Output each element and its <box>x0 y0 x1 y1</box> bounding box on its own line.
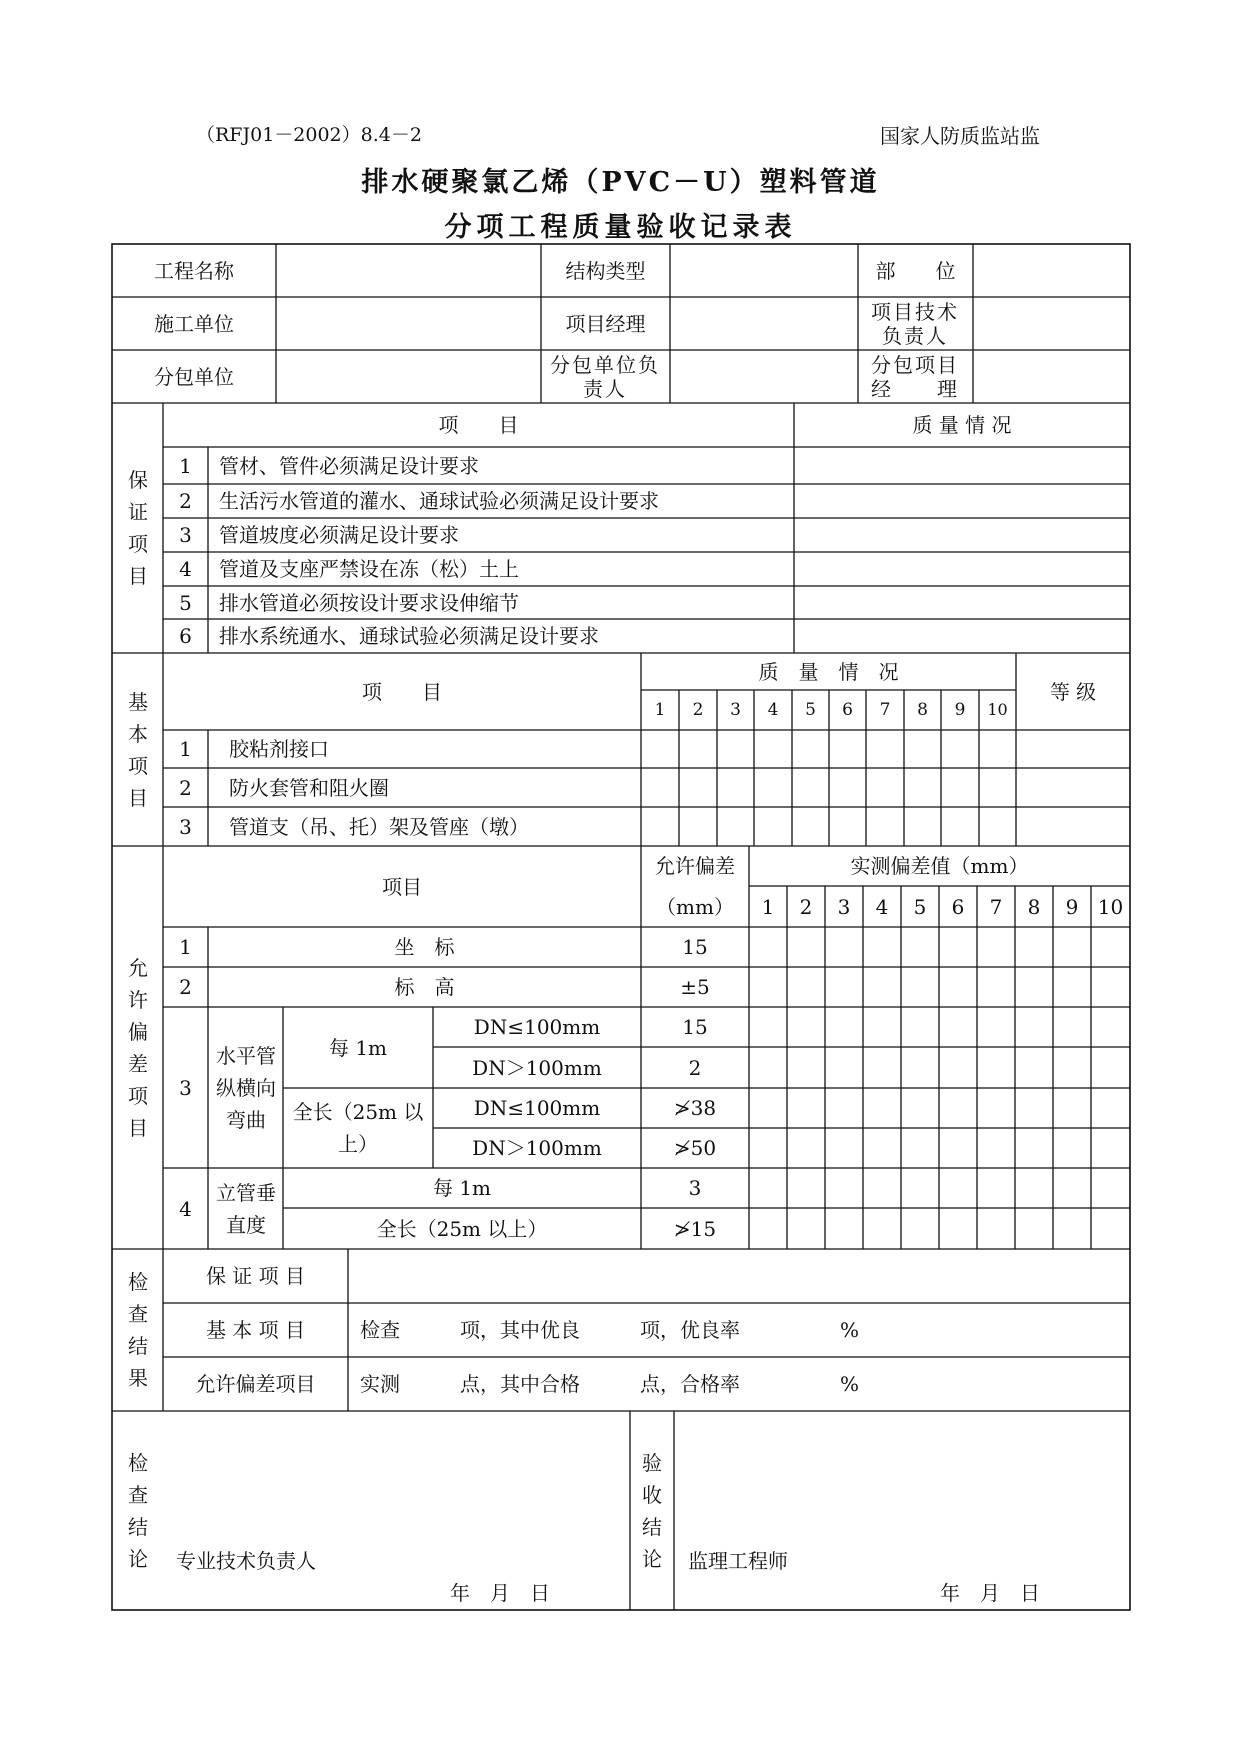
tolerance-row-value: ≯38 <box>673 1096 717 1120</box>
basic-col-num: 10 <box>987 700 1008 720</box>
basic-row-text: 管道支（吊、托）架及管座（墩） <box>229 814 529 839</box>
basic-col-num: 4 <box>767 699 779 720</box>
sub-project-manager-label: 分包项目经 理 <box>871 352 959 401</box>
tolerance-col-num: 3 <box>837 894 851 919</box>
tolerance-row-no: 1 <box>179 935 192 959</box>
tolerance-row-no: 4 <box>179 1196 192 1221</box>
tolerance-row-value: 3 <box>688 1176 702 1200</box>
check-conclusion-label: 检查结论 <box>128 1450 148 1571</box>
result-basic-label: 基 本 项 目 <box>205 1318 306 1342</box>
guarantee-row-no: 1 <box>179 453 192 478</box>
basic-col-num: 3 <box>730 699 741 720</box>
form-title: 排水硬聚氯乙烯（PVC－U）塑料管道 <box>361 167 880 198</box>
accept-signer-label: 监理工程师 <box>688 1549 788 1573</box>
guarantee-row-no: 4 <box>179 557 192 581</box>
guarantee-row-text: 管材、管件必须满足设计要求 <box>219 453 479 478</box>
tolerance-col-num: 1 <box>761 894 775 919</box>
tolerance-col-num: 9 <box>1065 894 1079 919</box>
guarantee-row-text: 生活污水管道的灌水、通球试验必须满足设计要求 <box>219 489 659 513</box>
tolerance-row-value: 15 <box>682 935 708 959</box>
result-tolerance-text: 实测 点，其中合格 点，合格率 % <box>360 1372 860 1396</box>
full-length-label: 全长（25m 以上） <box>376 1216 548 1241</box>
tolerance-col-num: 8 <box>1027 894 1041 919</box>
project-manager-label: 项目经理 <box>565 311 646 336</box>
tolerance-col-num: 4 <box>875 894 889 919</box>
result-section-label: 检查结果 <box>128 1270 148 1390</box>
issuer: 国家人防质监站监 <box>880 124 1040 148</box>
tolerance-col-num: 10 <box>1097 894 1124 919</box>
tolerance-col-num: 5 <box>913 894 927 919</box>
tolerance-row-value: ≯50 <box>673 1136 717 1160</box>
tolerance-row-no: 3 <box>179 1075 192 1100</box>
constructor-label: 施工单位 <box>154 311 234 336</box>
tolerance-col-allow: 允许偏差 <box>655 854 735 878</box>
basic-row-text: 防火套管和阻火圈 <box>229 775 389 800</box>
result-tolerance-label: 允许偏差项目 <box>195 1372 316 1396</box>
guarantee-row-no: 5 <box>179 590 192 615</box>
basic-col-grade: 等 级 <box>1049 679 1097 704</box>
basic-row-no: 3 <box>179 814 192 839</box>
project-name-label: 工程名称 <box>154 258 234 283</box>
full-length-label: 全长（25m 以上） <box>292 1100 424 1156</box>
guarantee-col-item: 项 目 <box>438 413 519 437</box>
check-date: 年 月 日 <box>450 1581 550 1605</box>
tolerance-col-allow-unit: （mm） <box>656 894 734 919</box>
tolerance-col-measured: 实测偏差值（mm） <box>850 854 1029 878</box>
dn-condition: DN＞100mm <box>472 1055 602 1080</box>
tolerance-section-label: 允许偏差项目 <box>128 955 148 1140</box>
guarantee-row-no: 6 <box>179 624 192 648</box>
basic-section-label: 基本项目 <box>128 689 148 810</box>
vertical-pipe-label: 立管垂直度 <box>216 1180 276 1237</box>
basic-col-item: 项 目 <box>362 679 442 704</box>
accept-date: 年 月 日 <box>940 1581 1040 1605</box>
result-guarantee-label: 保 证 项 目 <box>205 1264 306 1288</box>
basic-col-num: 6 <box>842 699 853 720</box>
basic-col-num: 5 <box>805 699 816 720</box>
structure-type-label: 结构类型 <box>565 258 646 283</box>
check-signer-label: 专业技术负责人 <box>176 1549 316 1573</box>
tolerance-row-value: 2 <box>688 1055 702 1080</box>
tolerance-col-num: 6 <box>951 894 965 919</box>
result-basic-text: 检查 项，其中优良 项，优良率 % <box>360 1318 860 1342</box>
horizontal-bend-label: 水平管纵横向弯曲 <box>216 1043 276 1132</box>
guarantee-row-text: 管道及支座严禁设在冻（松）土上 <box>219 557 519 581</box>
tolerance-col-num: 2 <box>799 894 813 919</box>
accept-conclusion-label: 验收结论 <box>642 1450 662 1571</box>
tolerance-row-value: ±5 <box>680 975 710 999</box>
guarantee-section-label: 保证项目 <box>128 468 148 588</box>
dn-condition: DN≤100mm <box>473 1096 601 1120</box>
guarantee-row-text: 管道坡度必须满足设计要求 <box>219 523 459 547</box>
subcontractor-label: 分包单位 <box>154 364 234 389</box>
tolerance-col-item: 项目 <box>382 874 422 899</box>
tolerance-row-value: 15 <box>682 1015 708 1039</box>
tech-lead-label: 项目技术负责人 <box>871 299 959 348</box>
dn-condition: DN＞100mm <box>472 1136 602 1160</box>
basic-row-no: 2 <box>179 775 192 800</box>
sub-unit-lead-label: 分包单位负责人 <box>550 352 660 401</box>
basic-col-num: 9 <box>954 699 966 720</box>
per-meter-label: 每 1m <box>432 1176 492 1200</box>
position-label: 部 位 <box>875 258 956 283</box>
tolerance-row-text: 标 高 <box>394 975 455 999</box>
basic-col-num: 7 <box>879 699 891 720</box>
form-code: （RFJ01－2002）8.4－2 <box>196 124 422 146</box>
basic-row-text: 胶粘剂接口 <box>229 737 329 761</box>
form-subtitle: 分项工程质量验收记录表 <box>444 212 797 243</box>
tolerance-col-num: 7 <box>989 894 1003 919</box>
basic-col-num: 8 <box>917 699 928 720</box>
basic-row-no: 1 <box>179 737 192 761</box>
per-meter-label: 每 1m <box>328 1035 388 1060</box>
tolerance-row-text: 坐 标 <box>394 935 455 959</box>
basic-col-quality: 质 量 情 况 <box>758 659 899 684</box>
dn-condition: DN≤100mm <box>473 1015 601 1039</box>
basic-col-num: 2 <box>692 699 704 720</box>
tolerance-row-no: 2 <box>179 975 192 999</box>
guarantee-col-quality: 质 量 情 况 <box>912 413 1012 437</box>
guarantee-row-text: 排水管道必须按设计要求设伸缩节 <box>219 590 519 615</box>
basic-col-num: 1 <box>654 699 666 720</box>
guarantee-row-text: 排水系统通水、通球试验必须满足设计要求 <box>219 624 599 648</box>
guarantee-row-no: 2 <box>179 489 192 513</box>
tolerance-row-value: ≯15 <box>673 1216 717 1241</box>
guarantee-row-no: 3 <box>179 523 192 547</box>
